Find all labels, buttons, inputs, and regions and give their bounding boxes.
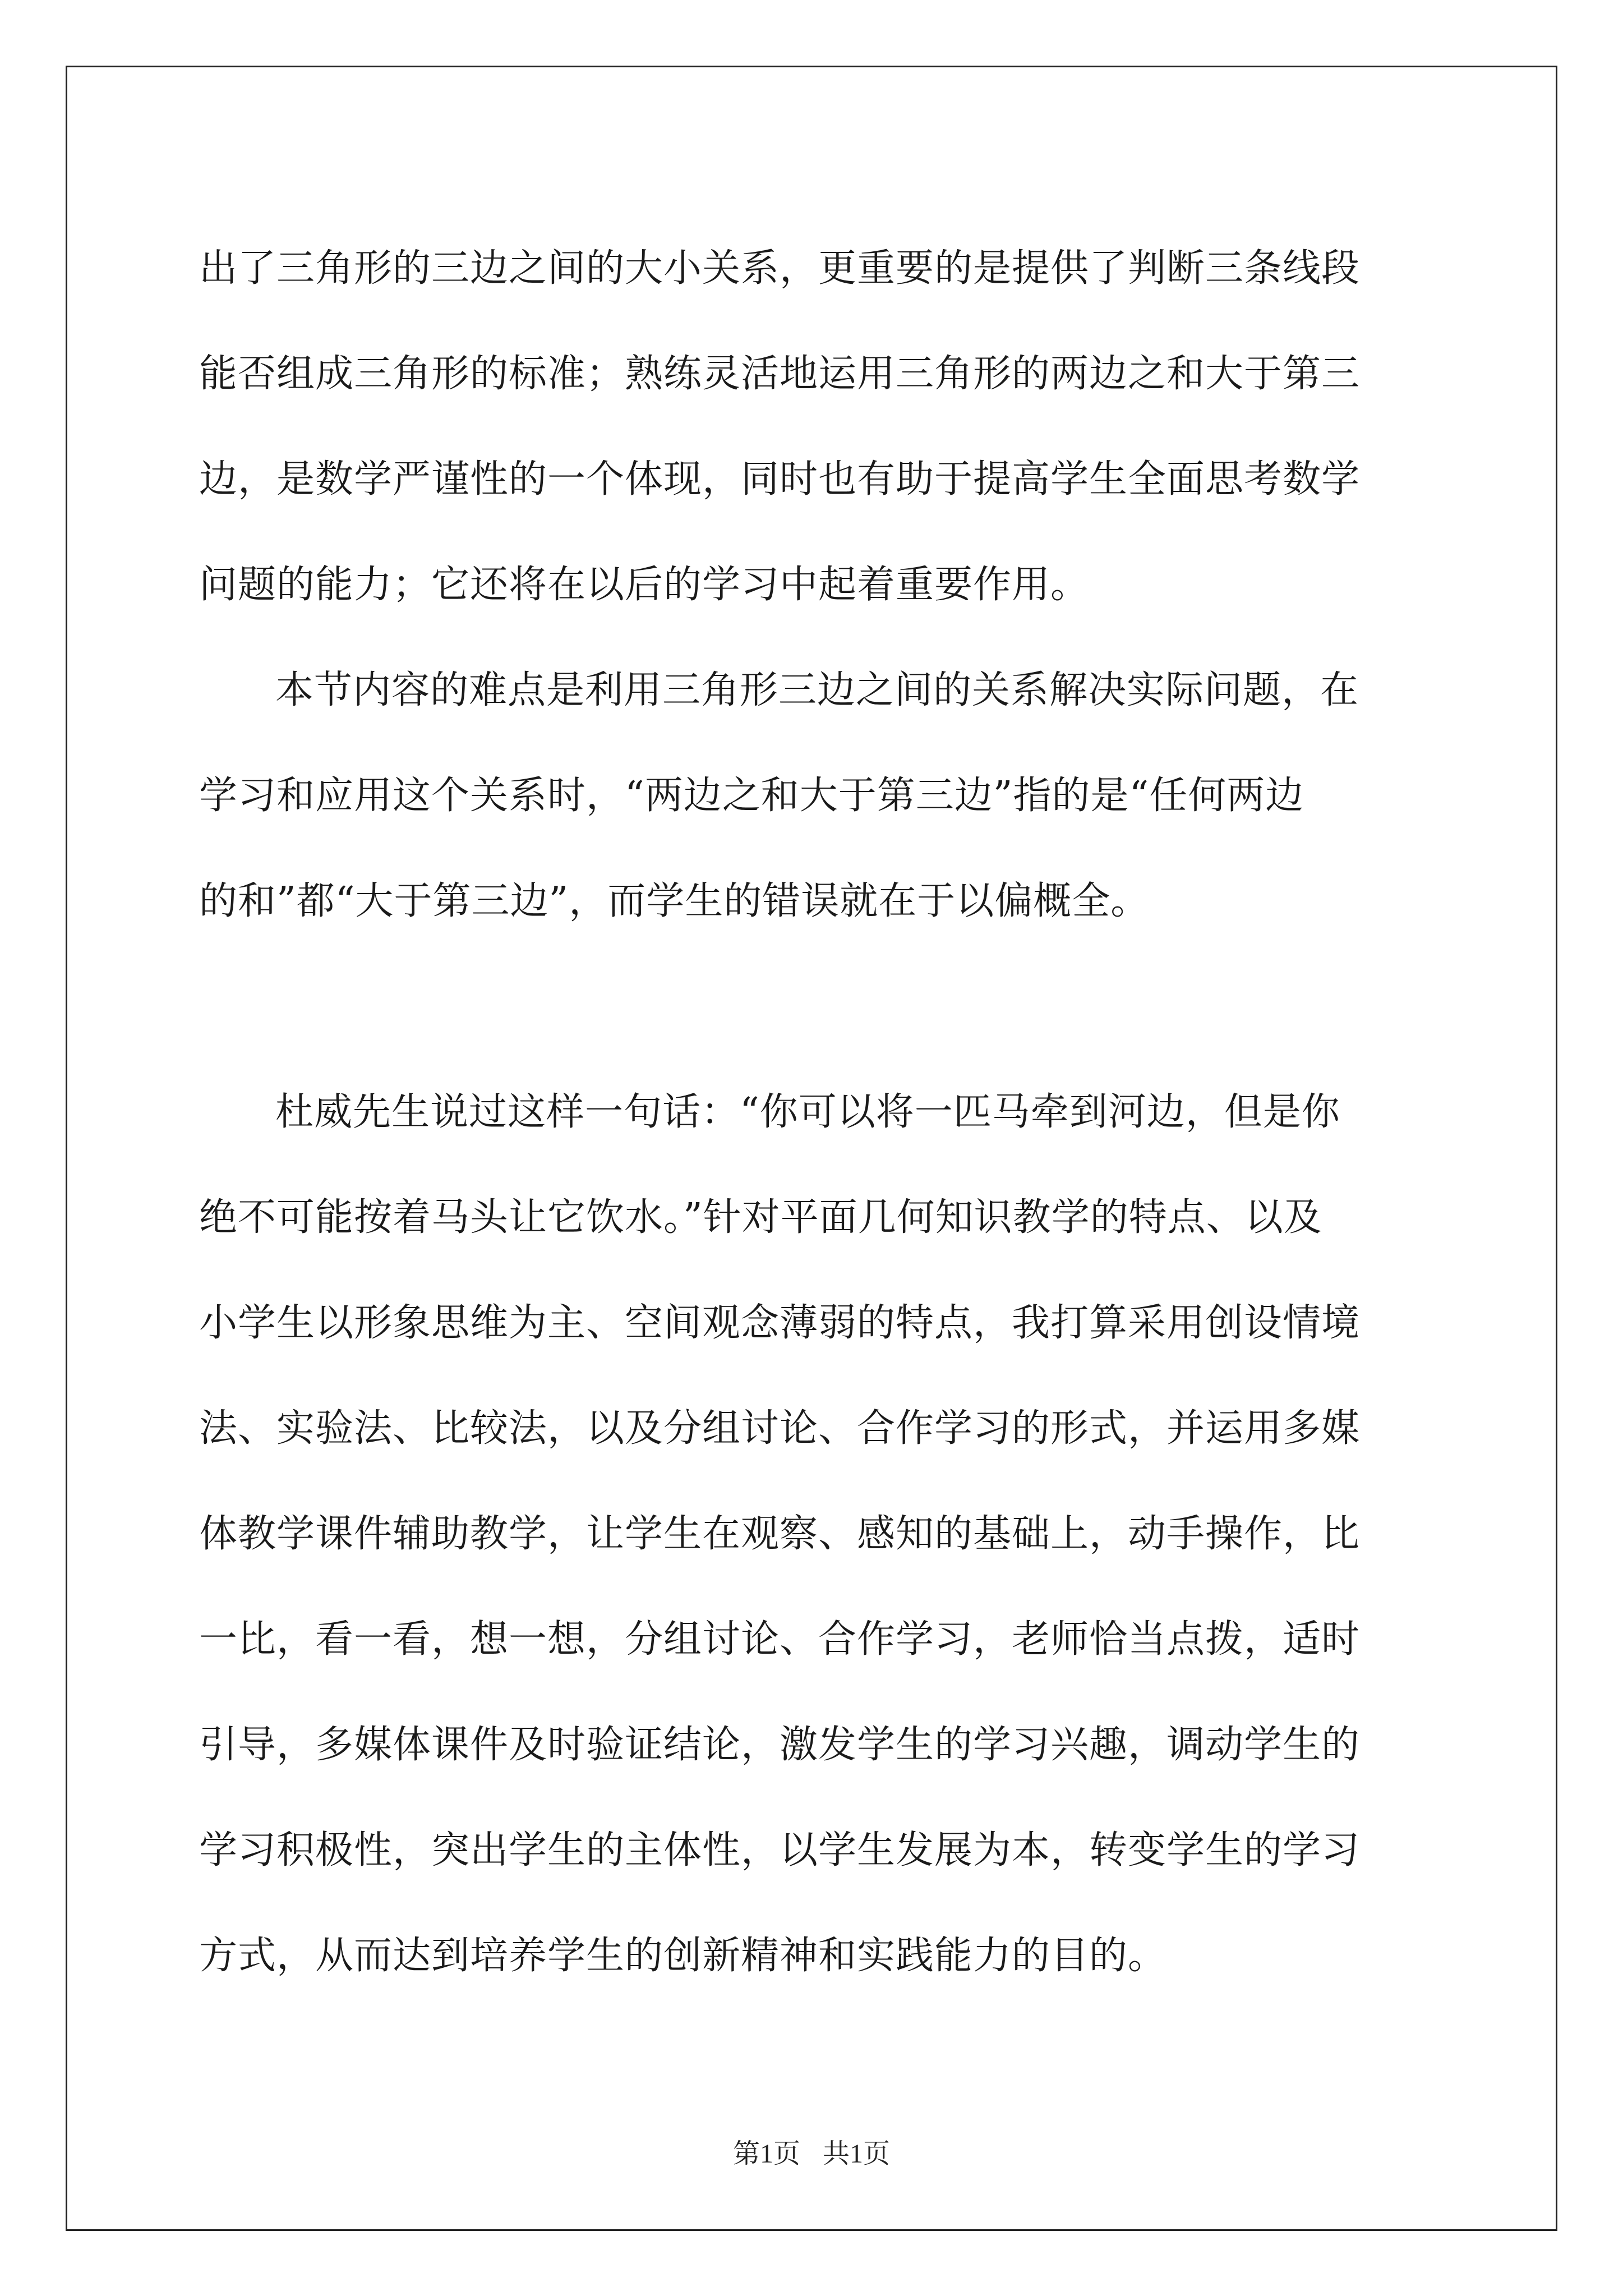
- text-line: 的和”都“大于第三边”，而学生的错误就在于以偏概全。: [199, 879, 1150, 923]
- text-line: 体教学课件辅助教学，让学生在观察、感知的基础上，动手操作，比: [199, 1512, 1361, 1556]
- paragraph-spacer: [199, 954, 1433, 1060]
- text-line: 学习积极性，突出学生的主体性，以学生发展为本，转变学生的学习: [199, 1828, 1361, 1872]
- text-line: 本节内容的难点是利用三角形三边之间的关系解决实际问题，在: [275, 668, 1359, 712]
- document-body: [199, 216, 1433, 2009]
- paragraph-1: [199, 216, 1433, 638]
- paragraph-2: [199, 638, 1433, 954]
- text-line: 能否组成三角形的标准；熟练灵活地运用三角形的两边之和大于第三: [199, 352, 1361, 396]
- page-number-total: 共1页: [823, 2139, 891, 2169]
- text-line: 法、实验法、比较法，以及分组讨论、合作学习的形式，并运用多媒: [199, 1406, 1361, 1451]
- paragraph-3: [199, 1060, 1433, 2009]
- text-line: 方式，从而达到培养学生的创新精神和实践能力的目的。: [199, 1934, 1167, 1978]
- page-footer: [0, 2132, 1623, 2170]
- text-line: 绝不可能按着马头让它饮水。”针对平面几何知识教学的特点、以及: [199, 1195, 1322, 1240]
- page-number-current: 第1页: [732, 2139, 800, 2169]
- text-line: 问题的能力；它还将在以后的学习中起着重要作用。: [199, 563, 1090, 607]
- text-line: 引导，多媒体课件及时验证结论，激发学生的学习兴趣，调动学生的: [199, 1723, 1361, 1767]
- text-line: 一比，看一看，想一想，分组讨论、合作学习，老师恰当点拨，适时: [199, 1617, 1361, 1662]
- text-line: 边，是数学严谨性的一个体现，同时也有助于提高学生全面思考数学: [199, 457, 1361, 501]
- text-line: 出了三角形的三边之间的大小关系，更重要的是提供了判断三条线段: [199, 246, 1361, 291]
- text-line: 小学生以形象思维为主、空间观念薄弱的特点，我打算采用创设情境: [199, 1301, 1361, 1345]
- text-line: 杜威先生说过这样一句话：“你可以将一匹马牵到河边，但是你: [275, 1090, 1340, 1134]
- text-line: 学习和应用这个关系时，“两边之和大于第三边”指的是“任何两边: [199, 774, 1304, 818]
